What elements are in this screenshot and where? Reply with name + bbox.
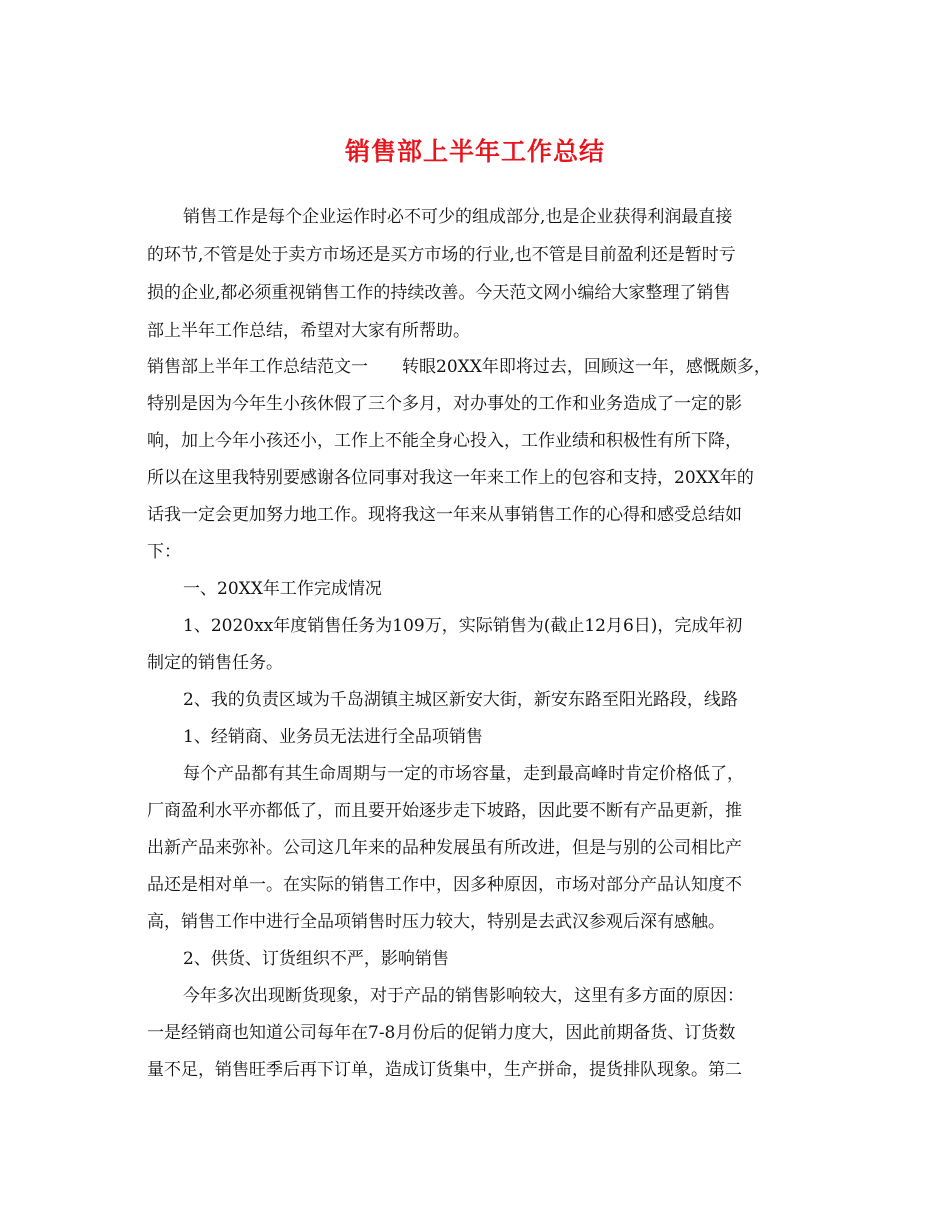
paragraph-line: 品还是相对单一。在实际的销售工作中，因多种原因，市场对部分产品认知度不: [147, 875, 742, 895]
paragraph-line: 的环节,不管是处于卖方市场还是买方市场的行业,也不管是目前盈利还是暂时亏: [147, 245, 736, 265]
paragraph-line: 量不足，销售旺季后再下订单，造成订货集中，生产拼命，提货排队现象。第二: [147, 1060, 742, 1080]
paragraph-line: 出新产品来弥补。公司这几年来的品种发展虽有所改进，但是与别的公司相比产: [147, 838, 742, 858]
subsection-heading: 2、供货、订货组织不严，影响销售: [183, 949, 449, 969]
paragraph-line: 厂商盈利水平亦都低了，而且要开始逐步走下坡路，因此要不断有产品更新，推: [147, 801, 742, 821]
paragraph-line: 销售部上半年工作总结范文一 转眼20XX年即将过去，回顾这一年，感慨颇多，: [147, 357, 771, 377]
paragraph-line: 一是经销商也知道公司每年在7-8月份后的促销力度大，因此前期备货、订货数: [147, 1023, 736, 1043]
section-heading: 一、20XX年工作完成情况: [183, 579, 382, 599]
paragraph-line: 所以在这里我特别要感谢各位同事对我这一年来工作上的包容和支持，20XX年的: [147, 468, 754, 488]
paragraph-line: 响，加上今年小孩还小，工作上不能全身心投入，工作业绩和积极性有所下降，: [147, 431, 742, 451]
paragraph-line: 话我一定会更加努力地工作。现将我这一年来从事销售工作的心得和感受总结如: [147, 505, 742, 525]
paragraph-line: 制定的销售任务。: [147, 653, 283, 673]
paragraph-line: 损的企业,都必须重视销售工作的持续改善。今天范文网小编给大家整理了销售: [147, 283, 731, 303]
paragraph-line: 2、我的负责区域为千岛湖镇主城区新安大街，新安东路至阳光路段，线路: [183, 690, 738, 710]
paragraph-line: 1、2020xx年度销售任务为109万，实际销售为(截止12月6日)，完成年初: [183, 616, 743, 636]
paragraph-line: 每个产品都有其生命周期与一定的市场容量，走到最高峰时肯定价格低了，: [183, 764, 744, 784]
paragraph-line: 销售工作是每个企业运作时必不可少的组成部分,也是企业获得利润最直接: [183, 207, 733, 227]
subsection-heading: 1、经销商、业务员无法进行全品项销售: [183, 727, 483, 747]
paragraph-line: 今年多次出现断货现象，对于产品的销售影响较大，这里有多方面的原因：: [183, 986, 744, 1006]
document-title: 销售部上半年工作总结: [344, 137, 605, 166]
paragraph-line: 部上半年工作总结，希望对大家有所帮助。: [147, 321, 470, 341]
paragraph-line: 下：: [147, 542, 181, 562]
paragraph-line: 高，销售工作中进行全品项销售时压力较大，特别是去武汉参观后深有感触。: [147, 912, 725, 932]
paragraph-line: 特别是因为今年生小孩休假了三个多月，对办事处的工作和业务造成了一定的影: [147, 394, 742, 414]
